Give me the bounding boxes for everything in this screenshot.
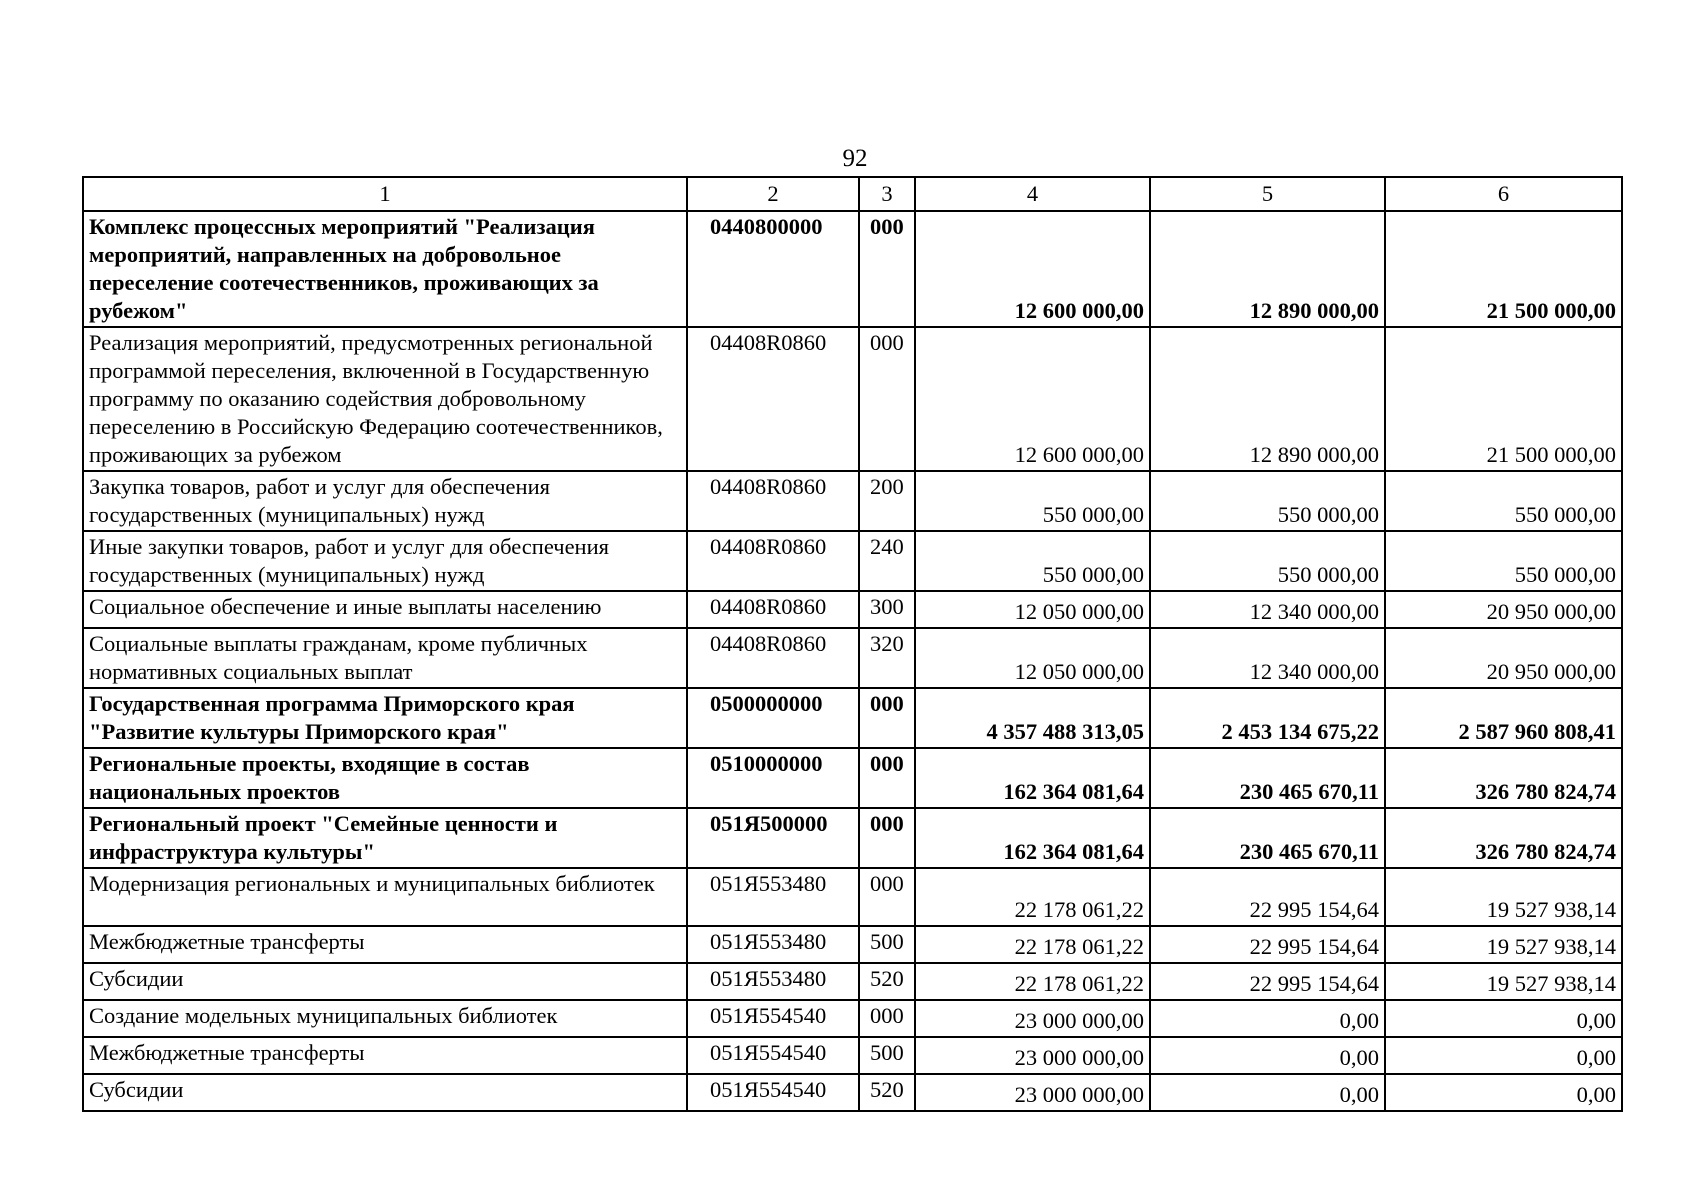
row-amount-col-5: 22 995 154,64 — [1150, 868, 1385, 926]
row-name: Региональные проекты, входящие в состав национальных проектов — [83, 748, 687, 808]
row-amount-col-4: 12 050 000,00 — [915, 591, 1150, 628]
row-amount-col-4: 12 050 000,00 — [915, 628, 1150, 688]
row-type: 000 — [859, 327, 915, 471]
page-number: 92 — [842, 145, 868, 172]
header-col-6: 6 — [1385, 177, 1622, 211]
row-name: Субсидии — [83, 1074, 687, 1111]
row-amount-col-6: 20 950 000,00 — [1385, 628, 1622, 688]
row-amount-col-6: 19 527 938,14 — [1385, 926, 1622, 963]
row-type: 520 — [859, 963, 915, 1000]
row-type: 000 — [859, 688, 915, 748]
row-amount-col-4: 162 364 081,64 — [915, 808, 1150, 868]
row-code: 04408R0860 — [687, 471, 859, 531]
row-amount-col-6: 326 780 824,74 — [1385, 808, 1622, 868]
header-col-2: 2 — [687, 177, 859, 211]
row-name: Модернизация региональных и муниципальных библиотек — [83, 868, 687, 926]
row-amount-col-5: 12 890 000,00 — [1150, 211, 1385, 327]
row-amount-col-4: 22 178 061,22 — [915, 926, 1150, 963]
table-row — [83, 211, 1622, 327]
row-amount-col-4: 550 000,00 — [915, 531, 1150, 591]
table-row — [83, 808, 1622, 868]
table-row — [83, 327, 1622, 471]
row-type: 000 — [859, 868, 915, 926]
table-body — [83, 211, 1622, 1111]
row-type: 200 — [859, 471, 915, 531]
table-row — [83, 1000, 1622, 1037]
row-name: Создание модельных муниципальных библиотек — [83, 1000, 687, 1037]
row-code: 0440800000 — [687, 211, 859, 327]
row-amount-col-4: 12 600 000,00 — [915, 327, 1150, 471]
row-code: 051Я554540 — [687, 1000, 859, 1037]
row-name: Социальное обеспечение и иные выплаты населению — [83, 591, 687, 628]
row-type: 520 — [859, 1074, 915, 1111]
table-row — [83, 471, 1622, 531]
row-amount-col-5: 22 995 154,64 — [1150, 926, 1385, 963]
row-amount-col-4: 162 364 081,64 — [915, 748, 1150, 808]
row-type: 240 — [859, 531, 915, 591]
row-amount-col-5: 0,00 — [1150, 1074, 1385, 1111]
row-amount-col-4: 23 000 000,00 — [915, 1074, 1150, 1111]
row-name: Государственная программа Приморского края "Развитие культуры Приморского края" — [83, 688, 687, 748]
table-row — [83, 868, 1622, 926]
table-row — [83, 1074, 1622, 1111]
row-type: 320 — [859, 628, 915, 688]
row-amount-col-4: 550 000,00 — [915, 471, 1150, 531]
row-amount-col-6: 20 950 000,00 — [1385, 591, 1622, 628]
row-code: 051Я554540 — [687, 1074, 859, 1111]
row-amount-col-6: 19 527 938,14 — [1385, 868, 1622, 926]
row-amount-col-5: 0,00 — [1150, 1037, 1385, 1074]
row-code: 051Я500000 — [687, 808, 859, 868]
row-type: 500 — [859, 926, 915, 963]
header-col-4: 4 — [915, 177, 1150, 211]
row-amount-col-5: 12 340 000,00 — [1150, 628, 1385, 688]
row-amount-col-5: 230 465 670,11 — [1150, 748, 1385, 808]
table-row — [83, 926, 1622, 963]
row-name: Межбюджетные трансферты — [83, 926, 687, 963]
row-amount-col-5: 12 340 000,00 — [1150, 591, 1385, 628]
row-amount-col-6: 326 780 824,74 — [1385, 748, 1622, 808]
row-amount-col-4: 23 000 000,00 — [915, 1000, 1150, 1037]
row-amount-col-6: 2 587 960 808,41 — [1385, 688, 1622, 748]
row-type: 500 — [859, 1037, 915, 1074]
row-amount-col-5: 12 890 000,00 — [1150, 327, 1385, 471]
row-name: Межбюджетные трансферты — [83, 1037, 687, 1074]
header-row — [83, 177, 1622, 211]
row-amount-col-6: 21 500 000,00 — [1385, 327, 1622, 471]
row-code: 0500000000 — [687, 688, 859, 748]
header-col-3: 3 — [859, 177, 915, 211]
row-code: 051Я554540 — [687, 1037, 859, 1074]
table-row — [83, 591, 1622, 628]
row-name: Закупка товаров, работ и услуг для обеспечения государственных (муниципальных) нужд — [83, 471, 687, 531]
table-row — [83, 748, 1622, 808]
row-code: 0510000000 — [687, 748, 859, 808]
row-amount-col-6: 0,00 — [1385, 1000, 1622, 1037]
row-amount-col-5: 0,00 — [1150, 1000, 1385, 1037]
header-col-1: 1 — [83, 177, 687, 211]
row-type: 300 — [859, 591, 915, 628]
row-code: 04408R0860 — [687, 531, 859, 591]
row-amount-col-6: 550 000,00 — [1385, 531, 1622, 591]
row-amount-col-6: 19 527 938,14 — [1385, 963, 1622, 1000]
row-type: 000 — [859, 808, 915, 868]
row-type: 000 — [859, 748, 915, 808]
row-amount-col-5: 550 000,00 — [1150, 471, 1385, 531]
row-amount-col-4: 23 000 000,00 — [915, 1037, 1150, 1074]
row-amount-col-4: 12 600 000,00 — [915, 211, 1150, 327]
row-code: 051Я553480 — [687, 926, 859, 963]
table-row — [83, 688, 1622, 748]
row-type: 000 — [859, 211, 915, 327]
table-row — [83, 628, 1622, 688]
row-amount-col-6: 0,00 — [1385, 1074, 1622, 1111]
row-name: Реализация мероприятий, предусмотренных региональной программой переселения, включенной в Государственную программу по оказанию содействия добровольному переселению в Российскую Федерацию соотечественников, проживающих за рубежом — [83, 327, 687, 471]
row-name: Комплекс процессных мероприятий "Реализация мероприятий, направленных на добровольное переселение соотечественников, проживающих за рубежом" — [83, 211, 687, 327]
row-name: Иные закупки товаров, работ и услуг для обеспечения государственных (муниципальных) нужд — [83, 531, 687, 591]
row-amount-col-6: 21 500 000,00 — [1385, 211, 1622, 327]
row-name: Субсидии — [83, 963, 687, 1000]
header-col-5: 5 — [1150, 177, 1385, 211]
budget-table — [82, 176, 1623, 1112]
row-type: 000 — [859, 1000, 915, 1037]
row-amount-col-6: 550 000,00 — [1385, 471, 1622, 531]
row-amount-col-5: 230 465 670,11 — [1150, 808, 1385, 868]
row-amount-col-5: 550 000,00 — [1150, 531, 1385, 591]
row-amount-col-6: 0,00 — [1385, 1037, 1622, 1074]
row-code: 04408R0860 — [687, 628, 859, 688]
row-name: Региональный проект "Семейные ценности и инфраструктура культуры" — [83, 808, 687, 868]
row-code: 051Я553480 — [687, 868, 859, 926]
row-name: Социальные выплаты гражданам, кроме публичных нормативных социальных выплат — [83, 628, 687, 688]
table-row — [83, 963, 1622, 1000]
table-row — [83, 531, 1622, 591]
row-amount-col-5: 22 995 154,64 — [1150, 963, 1385, 1000]
row-code: 04408R0860 — [687, 591, 859, 628]
table-row — [83, 1037, 1622, 1074]
row-code: 051Я553480 — [687, 963, 859, 1000]
row-code: 04408R0860 — [687, 327, 859, 471]
row-amount-col-5: 2 453 134 675,22 — [1150, 688, 1385, 748]
row-amount-col-4: 22 178 061,22 — [915, 868, 1150, 926]
row-amount-col-4: 4 357 488 313,05 — [915, 688, 1150, 748]
row-amount-col-4: 22 178 061,22 — [915, 963, 1150, 1000]
